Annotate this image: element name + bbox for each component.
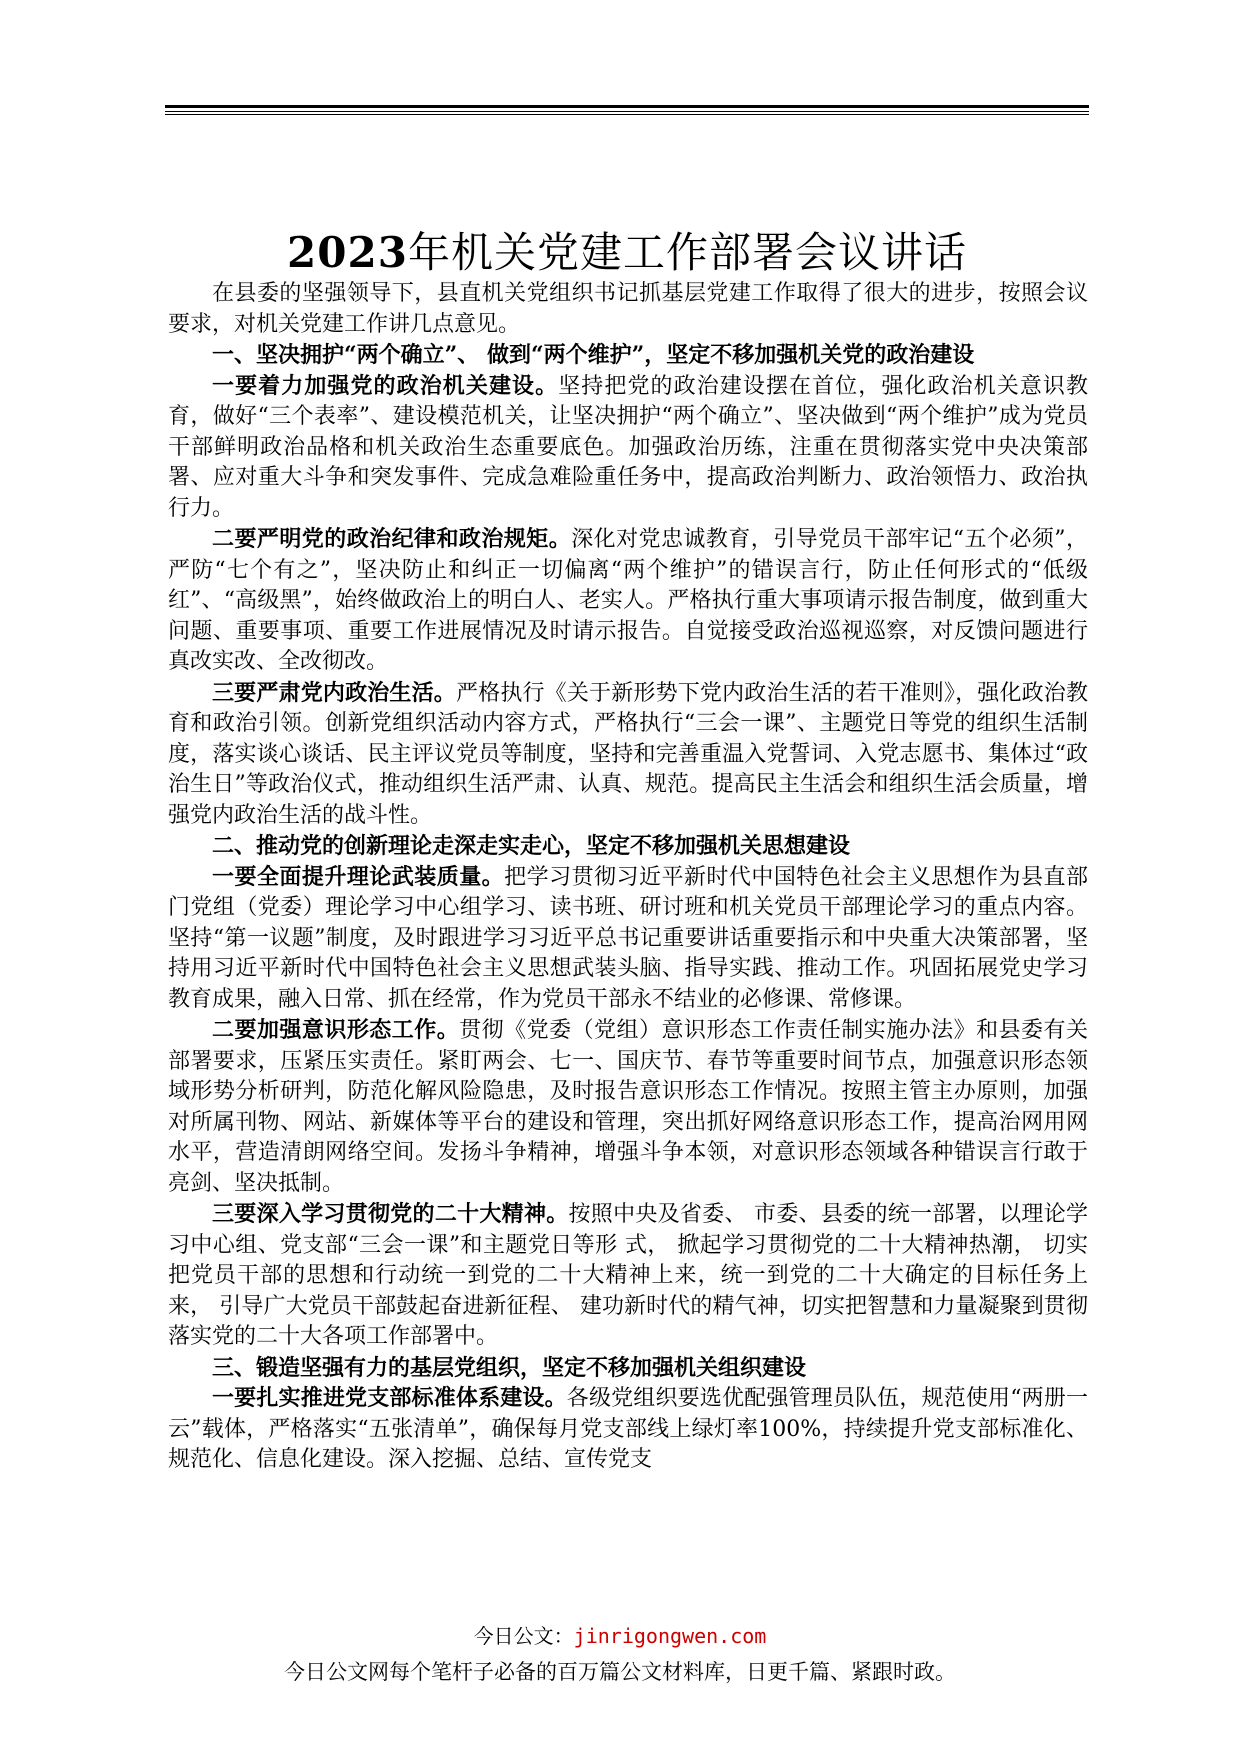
section-heading-1: 一、坚决拥护“两个确立”、 做到“两个维护”，坚定不移加强机关党的政治建设 (212, 342, 975, 368)
paragraph-text: 把学习贯彻习近平新时代中国特色社会主义思想作为县直部门党组（党委）理论学习中心组学习、读书班、研讨班和机关党员干部理论学习的重点内容。坚持“第一议题”制度，及时跟进学习习近平总书记重要讲话重要指示和中央重大决策部署，坚持用习近平新时代中国特色社会主义思想武装头脑、指导实践、推动工作。巩固拓展党史学习教育成果，融入日常、抓在经常，作为党员干部永不结业的必修课、常修课。 (168, 864, 1088, 1012)
paragraph (168, 862, 1088, 1016)
footer-site-label: 今日公文： (473, 1624, 574, 1648)
paragraph-text: 严格执行《关于新形势下党内政治生活的若干准则》，强化政治教育和政治引领。创新党组织活动内容方式，严格执行“三会一课”、主题党日等党的组织生活制度，落实谈心谈话、民主评议党员等制度，坚持和完善重温入党誓词、入党志愿书、集体过“政治生日”等政治仪式，推动组织生活严肃、认真、规范。提高民主生活会和组织生活会质量，增强党内政治生活的战斗性。 (168, 680, 1088, 828)
paragraph-lead: 二要严明党的政治纪律和政治规矩。 (212, 526, 572, 552)
paragraph (168, 1383, 1088, 1476)
paragraph-lead: 一要着力加强党的政治机关建设。 (212, 372, 559, 399)
document-body (168, 279, 1088, 1476)
paragraph-lead: 三要严肃党内政治生活。 (212, 679, 456, 706)
section-heading-3: 三、锻造坚强有力的基层党组织，坚定不移加强机关组织建设 (212, 1354, 807, 1381)
paragraph-text: 按照中央及省委、 市委、县委的统一部署，以理论学习中心组、党支部“三会一课”和主题党日等形 式， 掀起学习贯彻党的二十大精神热潮， 切实把党员干部的思想和行动统一到党的二十大精神上来，统一到党的二十大确定的目标任务上 来， 引导广大党员干部鼓起奋进新征程、 建功新时代的精气神，切实把智慧和力量凝聚到贯彻落实党的二十大各项工作部署中。 (168, 1202, 1088, 1349)
paragraph-lead: 二要加强意识形态工作。 (212, 1017, 460, 1043)
section-heading-2: 二、推动党的创新理论走深走实走心，坚定不移加强机关思想建设 (212, 833, 851, 859)
title-year: 2023 (287, 228, 408, 277)
paragraph-lead: 一要全面提升理论武装质量。 (212, 863, 505, 890)
footer-slogan: 今日公文网每个笔杆子必备的百万篇公文材料库，日更千篇、紧跟时政。 (284, 1660, 956, 1684)
footer-site (0, 1620, 1240, 1649)
title-text: 年机关党建工作部署会议讲话 (407, 228, 967, 277)
page-title (165, 220, 1089, 280)
paragraph (168, 678, 1088, 832)
paragraph-lead: 一要扎实推进党支部标准体系建设。 (212, 1385, 567, 1411)
footer-site-link[interactable]: jinrigongwen.com (573, 1624, 767, 1648)
paragraph (168, 1015, 1088, 1199)
header-rule-thick (165, 105, 1089, 108)
header-rule-thin (165, 111, 1089, 112)
intro-paragraph: 在县委的坚强领导下，县直机关党组织书记抓基层党建工作取得了很大的进步，按照会议要求，对机关党建工作讲几点意见。 (168, 281, 1088, 337)
paragraph (168, 1199, 1088, 1353)
paragraph-text: 贯彻《党委（党组）意识形态工作责任制实施办法》和县委有关部署要求，压紧压实责任。紧盯两会、七一、国庆节、春节等重要时间节点，加强意识形态领域形势分析研判，防范化解风险隐患，及时报告意识形态工作情况。按照主管主办原则，加强对所属刊物、网站、新媒体等平台的建设和管理，突出抓好网络意识形态工作，提高治网用网水平，营造清朗网络空间。发扬斗争精神，增强斗争本领，对意识形态领域各种错误言行敢于亮剑、坚决抵制。 (168, 1018, 1088, 1196)
header-rule-thin-2 (165, 114, 1089, 115)
paragraph-text: 各级党组织要选优配强管理员队伍，规范使用“两册一云”载体，严格落实“五张清单”，确保每月党支部线上绿灯率100%，持续提升党支部标准化、规范化、信息化建设。深入挖掘、总结、宣传党支 (168, 1386, 1088, 1472)
paragraph (168, 371, 1088, 525)
paragraph (168, 524, 1088, 678)
paragraph-text: 坚持把党的政治建设摆在首位，强化政治机关意识教育，做好“三个表率”、建设模范机关，让坚决拥护“两个确立”、坚决做到“两个维护”成为党员干部鲜明政治品格和机关政治生态重要底色。加强政治历练，注重在贯彻落实党中央决策部署、应对重大斗争和突发事件、完成急难险重任务中，提高政治判断力、政治领悟力、政治执行力。 (168, 373, 1088, 521)
paragraph-lead: 三要深入学习贯彻党的二十大精神。 (212, 1201, 569, 1227)
paragraph-text: 深化对党忠诚教育，引导党员干部牢记“五个必须”，严防“七个有之”，坚决防止和纠正一切偏离“两个维护”的错误言行，防止任何形式的“低级红”、“高级黑”，始终做政治上的明白人、老实人。严格执行重大事项请示报告制度，做到重大问题、重要事项、重要工作进展情况及时请示报告。自觉接受政治巡视巡察，对反馈问题进行真改实改、全改彻改。 (168, 527, 1088, 674)
